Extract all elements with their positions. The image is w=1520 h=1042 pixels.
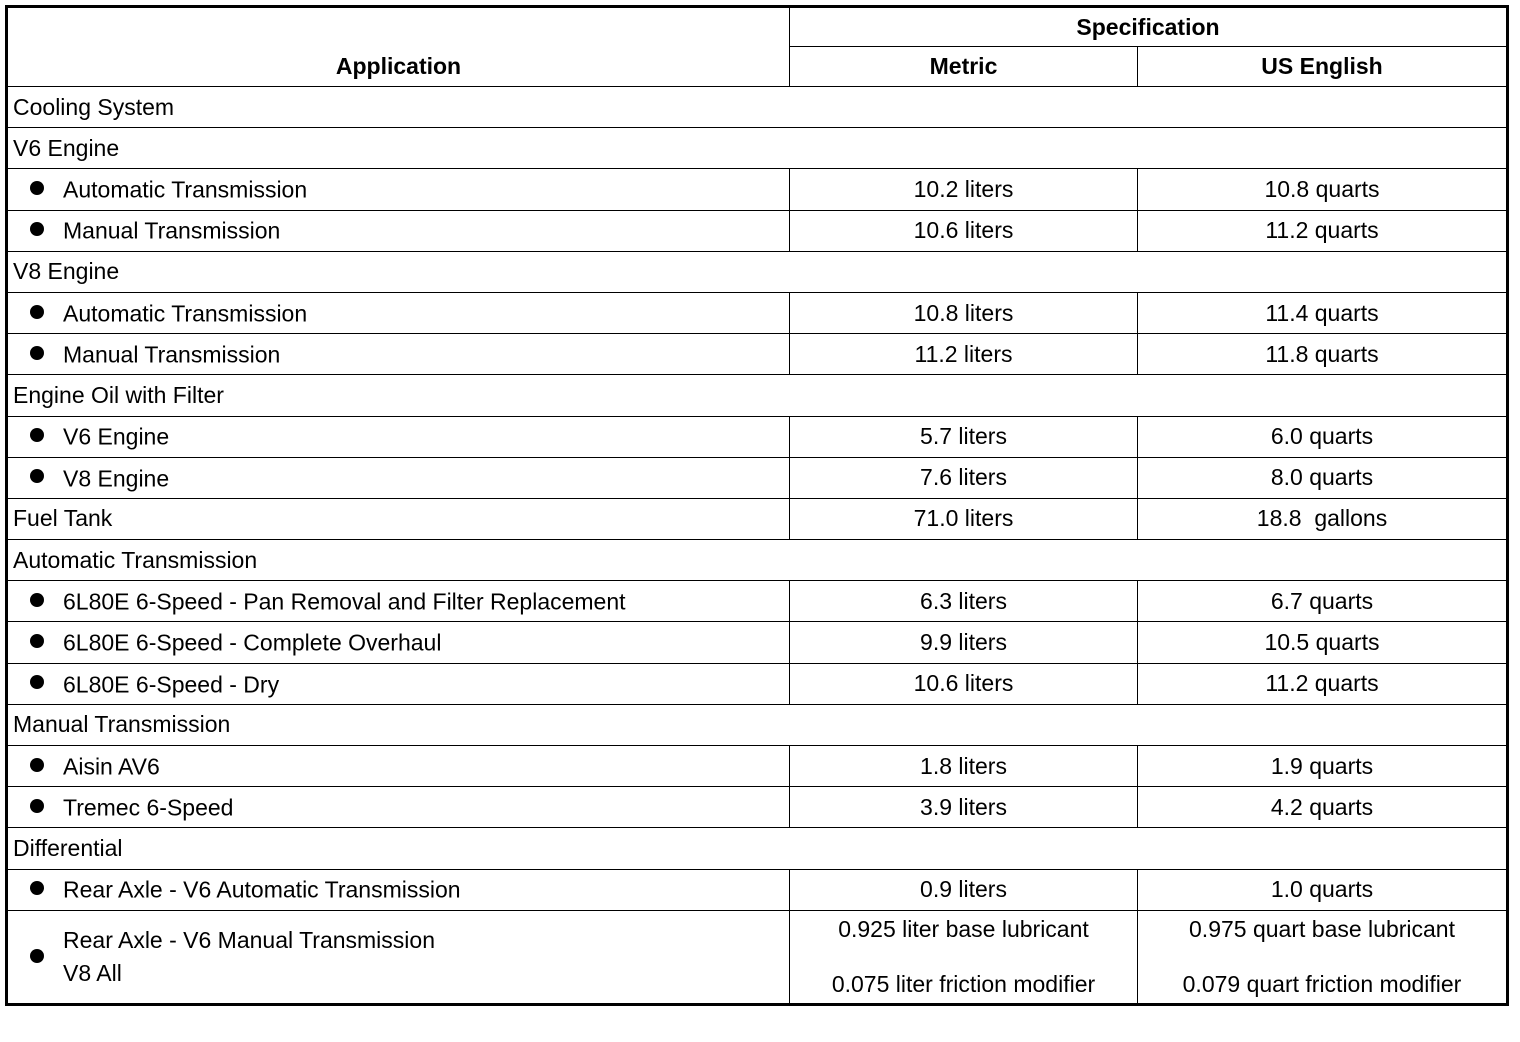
metric-header xyxy=(790,47,1138,87)
application-cell xyxy=(7,416,790,457)
application-cell xyxy=(7,581,790,622)
bullet-icon xyxy=(30,949,44,963)
metric-value: 0.9 liters xyxy=(790,869,1138,910)
metric-value-line2: 0.075 liter friction modifier xyxy=(831,970,1096,997)
bullet-icon xyxy=(30,758,44,772)
section-label: Engine Oil with Filter xyxy=(7,375,1508,416)
metric-value: 10.6 liters xyxy=(790,663,1138,704)
section-row xyxy=(7,251,1508,292)
us-english-value: 6.7 quarts xyxy=(1138,581,1508,622)
section-row xyxy=(7,540,1508,581)
metric-value: 6.3 liters xyxy=(790,581,1138,622)
section-label: Differential xyxy=(7,828,1508,869)
us-english-value: 8.0 quarts xyxy=(1138,457,1508,498)
metric-value: 10.8 liters xyxy=(790,292,1138,333)
application-cell xyxy=(7,334,790,375)
table-row xyxy=(7,334,1508,375)
table-row xyxy=(7,787,1508,828)
metric-value: 5.7 liters xyxy=(790,416,1138,457)
table-row xyxy=(7,663,1508,704)
table-row xyxy=(7,622,1508,663)
application-label: V8 Engine xyxy=(63,464,170,491)
bullet-icon xyxy=(30,428,44,442)
application-label: V6 Engine xyxy=(63,423,170,450)
application-cell xyxy=(7,663,790,704)
application-label: Tremec 6-Speed xyxy=(63,794,234,821)
us-english-value-line1: 0.975 quart base lubricant xyxy=(1189,915,1455,942)
application-cell xyxy=(7,910,790,1004)
application-label: Manual Transmission xyxy=(63,217,281,244)
table-row xyxy=(7,416,1508,457)
metric-value: 71.0 liters xyxy=(790,498,1138,539)
us-english-header xyxy=(1138,47,1508,87)
application-cell xyxy=(7,457,790,498)
us-english-value: 1.0 quarts xyxy=(1138,869,1508,910)
metric-value: 7.6 liters xyxy=(790,457,1138,498)
us-english-value: 1.9 quarts xyxy=(1138,746,1508,787)
specification-header xyxy=(790,7,1508,47)
section-label: V8 Engine xyxy=(7,251,1508,292)
us-english-value: 11.8 quarts xyxy=(1138,334,1508,375)
application-header xyxy=(7,7,790,87)
metric-value: 9.9 liters xyxy=(790,622,1138,663)
application-cell xyxy=(7,210,790,251)
bullet-icon xyxy=(30,593,44,607)
application-label: Aisin AV6 xyxy=(63,753,160,780)
us-english-value-line2: 0.079 quart friction modifier xyxy=(1182,970,1462,997)
application-label: 6L80E 6-Speed - Dry xyxy=(63,670,280,697)
table-row xyxy=(7,292,1508,333)
us-english-value: 6.0 quarts xyxy=(1138,416,1508,457)
specification-table xyxy=(5,5,1509,1006)
bullet-icon xyxy=(30,675,44,689)
us-english-value: 10.8 quarts xyxy=(1138,169,1508,210)
table-body xyxy=(7,87,1508,1005)
metric-value xyxy=(790,910,1138,1004)
application-label: 6L80E 6-Speed - Complete Overhaul xyxy=(63,629,442,656)
application-cell xyxy=(7,869,790,910)
application-cell xyxy=(7,292,790,333)
table-row xyxy=(7,869,1508,910)
section-row xyxy=(7,87,1508,128)
application-cell xyxy=(7,169,790,210)
application-label: Automatic Transmission xyxy=(63,300,308,327)
metric-value-line1: 0.925 liter base lubricant xyxy=(838,915,1089,942)
application-label-secondary: V8 All xyxy=(63,959,122,986)
application-header-label: Application xyxy=(335,53,462,79)
section-row xyxy=(7,375,1508,416)
bullet-icon xyxy=(30,634,44,648)
table-row xyxy=(7,169,1508,210)
us-english-value: 18.8 gallons xyxy=(1138,498,1508,539)
section-row xyxy=(7,128,1508,169)
bullet-icon xyxy=(30,469,44,483)
bullet-icon xyxy=(30,305,44,319)
metric-value: 10.2 liters xyxy=(790,169,1138,210)
table-row xyxy=(7,581,1508,622)
metric-value: 10.6 liters xyxy=(790,210,1138,251)
metric-header-label: Metric xyxy=(929,53,998,79)
us-english-header-label: US English xyxy=(1261,53,1383,79)
application-cell xyxy=(7,787,790,828)
application-label: Rear Axle - V6 Manual Transmission xyxy=(63,926,435,953)
bullet-icon xyxy=(30,346,44,360)
table-row xyxy=(7,498,1508,539)
section-label: V6 Engine xyxy=(7,128,1508,169)
application-cell xyxy=(7,746,790,787)
bullet-icon xyxy=(30,222,44,236)
us-english-value: 4.2 quarts xyxy=(1138,787,1508,828)
table-row xyxy=(7,910,1508,1004)
us-english-value: 11.4 quarts xyxy=(1138,292,1508,333)
section-row xyxy=(7,704,1508,745)
section-label: Cooling System xyxy=(7,87,1508,128)
application-label: Fuel Tank xyxy=(7,498,790,539)
application-label: 6L80E 6-Speed - Pan Removal and Filter Replacement xyxy=(63,588,626,615)
application-cell xyxy=(7,622,790,663)
application-label: Automatic Transmission xyxy=(63,176,308,203)
section-label: Manual Transmission xyxy=(7,704,1508,745)
us-english-value: 10.5 quarts xyxy=(1138,622,1508,663)
metric-value: 1.8 liters xyxy=(790,746,1138,787)
application-label: Manual Transmission xyxy=(63,341,281,368)
metric-value: 3.9 liters xyxy=(790,787,1138,828)
table-row xyxy=(7,457,1508,498)
specification-header-label: Specification xyxy=(1076,13,1220,40)
bullet-icon xyxy=(30,881,44,895)
table-row xyxy=(7,746,1508,787)
us-english-value: 11.2 quarts xyxy=(1138,663,1508,704)
us-english-value: 11.2 quarts xyxy=(1138,210,1508,251)
bullet-icon xyxy=(30,181,44,195)
section-row xyxy=(7,828,1508,869)
bullet-icon xyxy=(30,799,44,813)
section-label: Automatic Transmission xyxy=(7,540,1508,581)
us-english-value xyxy=(1138,910,1508,1004)
metric-value: 11.2 liters xyxy=(790,334,1138,375)
table-row xyxy=(7,210,1508,251)
application-label: Rear Axle - V6 Automatic Transmission xyxy=(63,876,461,903)
